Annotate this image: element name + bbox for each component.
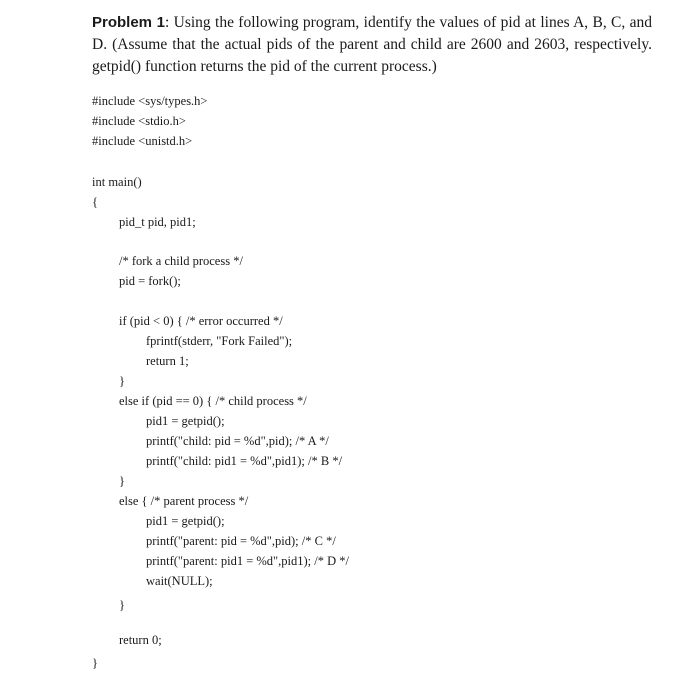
problem-statement <box>92 12 652 78</box>
else-parent-branch: else { /* parent process */ <box>119 494 249 508</box>
parent-getpid: pid1 = getpid(); <box>146 514 225 528</box>
parent-printf-c: printf("parent: pid = %d",pid); /* C */ <box>146 534 336 548</box>
else-if-child-branch: else if (pid == 0) { /* child process */ <box>119 394 307 408</box>
child-printf-a: printf("child: pid = %d",pid); /* A */ <box>146 434 329 448</box>
include-sys-types: #include <sys/types.h> <box>92 94 208 108</box>
fork-comment: /* fork a child process */ <box>119 254 243 268</box>
wait-call: wait(NULL); <box>146 574 213 588</box>
child-printf-b: printf("child: pid1 = %d",pid1); /* B */ <box>146 454 343 468</box>
main-declaration: int main() <box>92 175 142 189</box>
child-getpid: pid1 = getpid(); <box>146 414 225 428</box>
problem-heading: Problem 1 <box>92 14 165 31</box>
variable-declaration: pid_t pid, pid1; <box>119 215 196 229</box>
return-zero: return 0; <box>119 633 162 647</box>
main-close-brace: } <box>92 656 98 670</box>
close-brace-parent: } <box>119 598 125 612</box>
include-stdio: #include <stdio.h> <box>92 114 186 128</box>
if-error-branch: if (pid < 0) { /* error occurred */ <box>119 314 283 328</box>
fprintf-error: fprintf(stderr, "Fork Failed"); <box>146 334 293 348</box>
include-unistd: #include <unistd.h> <box>92 134 193 148</box>
close-brace-error: } <box>119 374 125 388</box>
return-one: return 1; <box>146 354 189 368</box>
main-open-brace: { <box>92 195 98 209</box>
parent-printf-d: printf("parent: pid1 = %d",pid1); /* D */ <box>146 554 349 568</box>
close-brace-child: } <box>119 474 125 488</box>
problem-text: : Using the following program, identify the values of pid at lines A, B, C, and D. (Assume that the actual pids of the parent and child are 2600 and 2603, respectively. getpid() function returns the pid of the current process.) <box>92 14 652 75</box>
fork-call: pid = fork(); <box>119 274 181 288</box>
